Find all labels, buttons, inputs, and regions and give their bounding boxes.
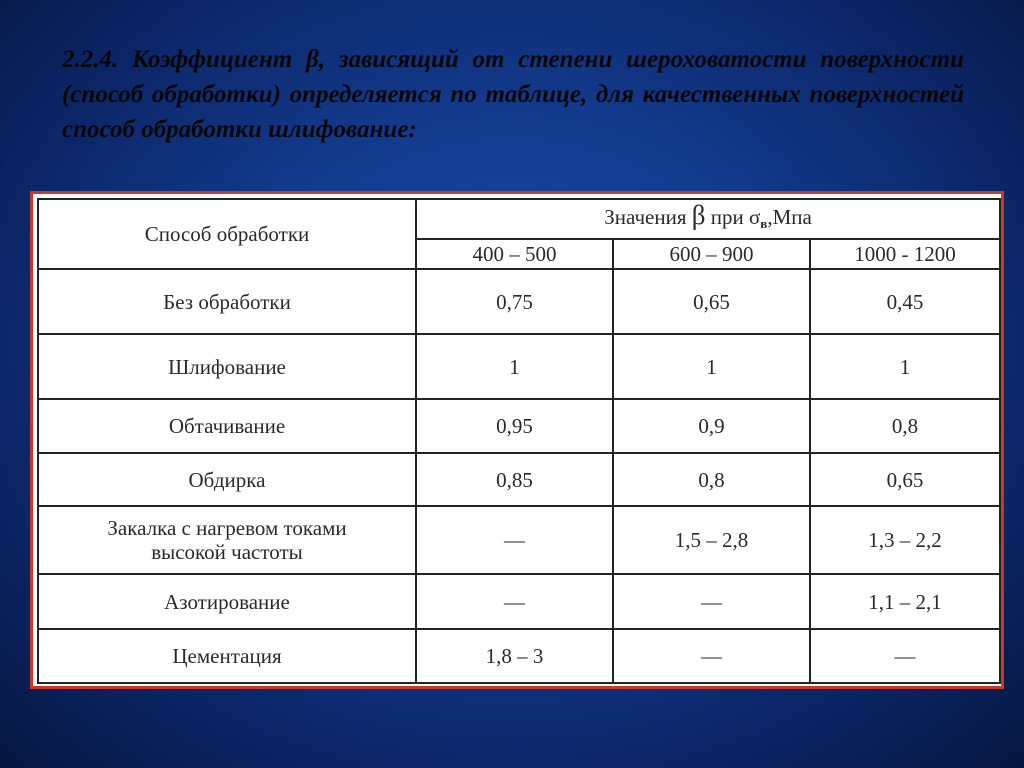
row-value: 1,1 – 2,1 — [810, 574, 1000, 629]
row-value: 0,65 — [613, 269, 810, 334]
row-value: 1,3 – 2,2 — [810, 506, 1000, 574]
row-value: — — [613, 574, 810, 629]
row-value: — — [416, 574, 613, 629]
row-value: 0,95 — [416, 399, 613, 453]
row-method-line: Закалка с нагревом токами — [107, 516, 347, 540]
row-value: 1 — [416, 334, 613, 399]
row-value: 0,65 — [810, 453, 1000, 506]
table-row — [38, 334, 1000, 399]
row-value: 1,5 – 2,8 — [613, 506, 810, 574]
header-sigma-subscript: в — [760, 215, 768, 231]
table-row — [38, 629, 1000, 683]
row-method: Цементация — [38, 629, 416, 683]
row-method-line: высокой частоты — [151, 540, 303, 564]
row-value: — — [613, 629, 810, 683]
row-value: 1 — [613, 334, 810, 399]
header-range-3: 1000 - 1200 — [810, 239, 1000, 269]
header-values-suffix: ,Мпа — [767, 204, 812, 229]
row-method — [38, 506, 416, 574]
table-row — [38, 574, 1000, 629]
row-method: Без обработки — [38, 269, 416, 334]
header-values — [416, 199, 1000, 239]
header-range-2: 600 – 900 — [613, 239, 810, 269]
header-beta-symbol: β — [691, 199, 706, 230]
row-value: 0,8 — [613, 453, 810, 506]
row-value: — — [416, 506, 613, 574]
table-frame — [30, 191, 1004, 689]
table-header-row — [38, 199, 1000, 239]
beta-coefficient-table — [37, 198, 1001, 684]
row-value: 0,75 — [416, 269, 613, 334]
row-value: 0,45 — [810, 269, 1000, 334]
table-row — [38, 453, 1000, 506]
header-values-prefix: Значения — [604, 204, 692, 229]
row-method: Обдирка — [38, 453, 416, 506]
row-method: Азотирование — [38, 574, 416, 629]
slide-title: 2.2.4. Коэффициент β, зависящий от степени шероховатости поверхности (способ обработки) определяется по таблице, для качественных поверхностей способ обработки шлифование: — [62, 46, 964, 143]
row-method: Шлифование — [38, 334, 416, 399]
header-values-mid: при σ — [705, 204, 761, 229]
row-value: 0,8 — [810, 399, 1000, 453]
row-value: — — [810, 629, 1000, 683]
row-method: Обтачивание — [38, 399, 416, 453]
header-method: Способ обработки — [38, 199, 416, 269]
row-value: 1 — [810, 334, 1000, 399]
row-value: 0,85 — [416, 453, 613, 506]
table-row — [38, 269, 1000, 334]
table-row — [38, 506, 1000, 574]
row-value: 1,8 – 3 — [416, 629, 613, 683]
table-row — [38, 399, 1000, 453]
row-value: 0,9 — [613, 399, 810, 453]
header-range-1: 400 – 500 — [416, 239, 613, 269]
